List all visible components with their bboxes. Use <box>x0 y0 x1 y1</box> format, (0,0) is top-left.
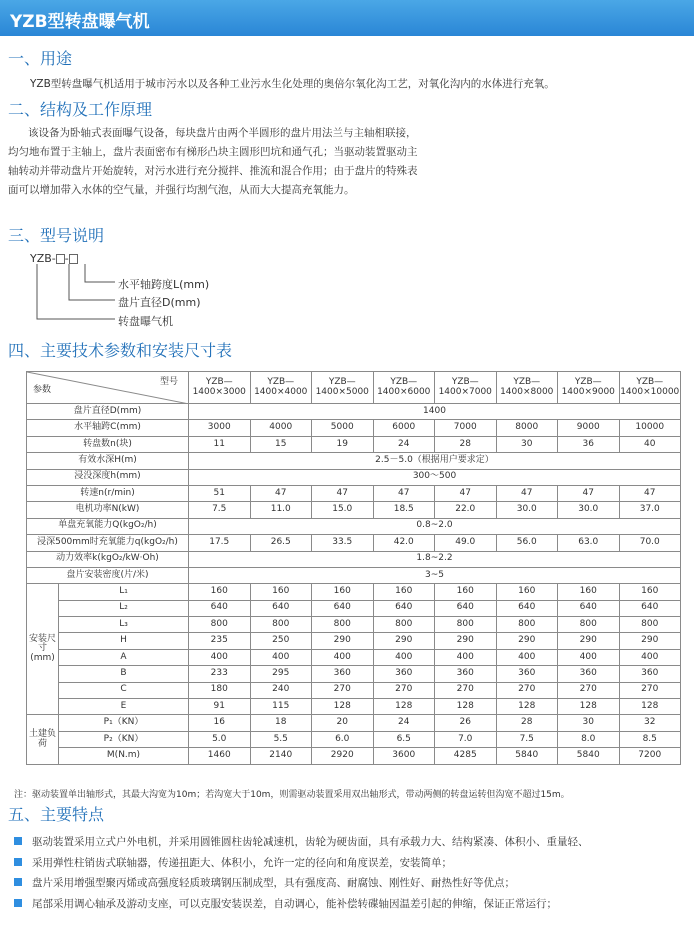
value-cell: 49.0 <box>435 535 497 551</box>
value-cell: 3000 <box>189 420 251 436</box>
value-cell: 47 <box>373 485 435 501</box>
value-cell: 400 <box>435 649 497 665</box>
table-row <box>27 518 681 534</box>
table-note: 注：驱动装置单出轴形式，其最大沟宽为10m；若沟宽大于10m，则需驱动装置采用双出轴形式，带动两侧的转盘运转但沟宽不超过15m。 <box>14 790 570 800</box>
table-row <box>27 567 681 583</box>
sub-param-label-cell: L₁ <box>59 584 189 600</box>
usage-text: YZB型转盘曝气机适用于城市污水以及各种工业污水生化处理的奥倍尔氧化沟工艺，对氧化沟内的水体进行充氧。 <box>30 78 555 90</box>
value-cell: 30 <box>558 715 620 731</box>
merged-value-cell: 3~5 <box>189 567 681 583</box>
param-label-cell: 有效水深H(m) <box>27 453 189 469</box>
table-row <box>27 699 681 715</box>
section-heading-model: 三、型号说明 <box>8 226 105 245</box>
model-prefix: YZB— <box>636 376 664 387</box>
value-cell: 800 <box>189 617 251 633</box>
model-code-dash: - <box>64 252 69 265</box>
param-label-cell: 动力效率k(kgO₂/kW·Oh) <box>27 551 189 567</box>
value-cell: 10000 <box>619 420 681 436</box>
value-cell: 37.0 <box>619 502 681 518</box>
value-cell: 22.0 <box>435 502 497 518</box>
value-cell: 270 <box>619 682 681 698</box>
table-row <box>27 731 681 747</box>
feature-text: 尾部采用调心轴承及游动支座，可以克服安装误差，自动调心，能补偿转碟轴因温差引起的伸缩，保证正常运行； <box>32 897 557 910</box>
value-cell: 19 <box>312 436 374 452</box>
value-cell: 5.0 <box>189 731 251 747</box>
value-cell: 360 <box>619 666 681 682</box>
value-cell: 128 <box>558 699 620 715</box>
value-cell: 6000 <box>373 420 435 436</box>
merged-value-cell: 0.8~2.0 <box>189 518 681 534</box>
value-cell: 128 <box>435 699 497 715</box>
value-cell: 47 <box>250 485 312 501</box>
value-cell: 18.5 <box>373 502 435 518</box>
value-cell: 640 <box>435 600 497 616</box>
feature-text: 采用弹性柱销齿式联轴器，传递扭距大、体积小，允许一定的径向和角度误差，安装简单； <box>32 856 452 869</box>
param-label-cell: 单盘充氧能力Q(kgO₂/h) <box>27 518 189 534</box>
value-cell: 28 <box>496 715 558 731</box>
section-heading-principle: 二、结构及工作原理 <box>8 100 153 119</box>
value-cell: 800 <box>250 617 312 633</box>
merged-value-cell: 2.5－5.0（根据用户要求定） <box>189 453 681 469</box>
value-cell: 91 <box>189 699 251 715</box>
principle-text: 该设备为卧轴式表面曝气设备，每块盘片由两个半圆形的盘片用法兰与主轴相联接，均匀地布置于主轴上，盘片表面密布有梯形凸块主圆形凹坑和通气孔；当驱动装置驱动主轴转动并带动盘片开始旋转，对污水进行充分搅拌、推流和混合作用；由于盘片的特殊表面可以增加带入水体的空气量，并强行均割气泡，从而大大提高充氧能力。 <box>8 127 418 196</box>
table-row <box>27 551 681 567</box>
value-cell: 47 <box>558 485 620 501</box>
table-row <box>27 436 681 452</box>
install-dimensions-group-label: 安装尺寸(mm) <box>27 584 59 715</box>
list-item <box>14 896 684 917</box>
value-cell: 270 <box>558 682 620 698</box>
value-cell: 4285 <box>435 748 497 764</box>
value-cell: 17.5 <box>189 535 251 551</box>
value-cell: 160 <box>619 584 681 600</box>
model-prefix: YZB— <box>205 376 233 387</box>
list-item <box>14 855 684 876</box>
value-cell: 270 <box>312 682 374 698</box>
list-item <box>14 834 684 855</box>
value-cell: 8.0 <box>558 731 620 747</box>
table-row <box>27 600 681 616</box>
value-cell: 290 <box>619 633 681 649</box>
value-cell: 128 <box>496 699 558 715</box>
model-header-cell <box>558 372 620 404</box>
table-row <box>27 420 681 436</box>
value-cell: 7.5 <box>496 731 558 747</box>
value-cell: 640 <box>496 600 558 616</box>
value-cell: 2140 <box>250 748 312 764</box>
model-label-span: 水平轴跨度L(mm) <box>118 278 210 291</box>
value-cell: 400 <box>312 649 374 665</box>
value-cell: 28 <box>435 436 497 452</box>
value-cell: 160 <box>312 584 374 600</box>
value-cell: 33.5 <box>312 535 374 551</box>
table-row <box>27 404 681 420</box>
value-cell: 128 <box>312 699 374 715</box>
model-prefix: YZB— <box>328 376 356 387</box>
value-cell: 24 <box>373 436 435 452</box>
page-title: YZB型转盘曝气机 <box>10 12 150 32</box>
value-cell: 5000 <box>312 420 374 436</box>
table-row <box>27 469 681 485</box>
value-cell: 9000 <box>558 420 620 436</box>
value-cell: 26 <box>435 715 497 731</box>
param-label-cell: 转速n(r/min) <box>27 485 189 501</box>
table-row <box>27 453 681 469</box>
value-cell: 6.5 <box>373 731 435 747</box>
value-cell: 160 <box>496 584 558 600</box>
value-cell: 24 <box>373 715 435 731</box>
value-cell: 11.0 <box>250 502 312 518</box>
value-cell: 15.0 <box>312 502 374 518</box>
value-cell: 7.0 <box>435 731 497 747</box>
table-row <box>27 485 681 501</box>
value-cell: 128 <box>619 699 681 715</box>
value-cell: 160 <box>250 584 312 600</box>
section-heading-usage: 一、用途 <box>8 49 73 68</box>
value-cell: 240 <box>250 682 312 698</box>
sub-param-label-cell: L₃ <box>59 617 189 633</box>
spec-table <box>26 371 681 765</box>
square-bullet-icon <box>14 899 22 907</box>
value-cell: 360 <box>435 666 497 682</box>
table-row <box>27 617 681 633</box>
value-cell: 290 <box>496 633 558 649</box>
model-size: 1400×5000 <box>315 386 369 397</box>
table-row <box>27 584 681 600</box>
value-cell: 250 <box>250 633 312 649</box>
value-cell: 800 <box>496 617 558 633</box>
value-cell: 30.0 <box>496 502 558 518</box>
param-label-cell: 盘片直径D(mm) <box>27 404 189 420</box>
value-cell: 7.5 <box>189 502 251 518</box>
param-label-cell: 浸深500mm时充氧能力q(kgO₂/h) <box>27 535 189 551</box>
title-bar <box>0 0 694 36</box>
sub-param-label-cell: C <box>59 682 189 698</box>
value-cell: 800 <box>435 617 497 633</box>
value-cell: 180 <box>189 682 251 698</box>
value-cell: 8.5 <box>619 731 681 747</box>
model-header-cell <box>435 372 497 404</box>
model-prefix: YZB— <box>574 376 602 387</box>
model-prefix: YZB— <box>267 376 295 387</box>
value-cell: 51 <box>189 485 251 501</box>
value-cell: 18 <box>250 715 312 731</box>
model-code-box-span <box>69 254 78 264</box>
model-code-diagram <box>30 252 330 332</box>
value-cell: 295 <box>250 666 312 682</box>
value-cell: 160 <box>558 584 620 600</box>
model-size: 1400×9000 <box>561 386 615 397</box>
value-cell: 640 <box>373 600 435 616</box>
table-row <box>27 535 681 551</box>
value-cell: 36 <box>558 436 620 452</box>
value-cell: 11 <box>189 436 251 452</box>
value-cell: 4000 <box>250 420 312 436</box>
value-cell: 6.0 <box>312 731 374 747</box>
value-cell: 47 <box>312 485 374 501</box>
value-cell: 56.0 <box>496 535 558 551</box>
value-cell: 7200 <box>619 748 681 764</box>
model-code-prefix: YZB- <box>30 252 56 265</box>
value-cell: 3600 <box>373 748 435 764</box>
model-header-cell <box>619 372 681 404</box>
value-cell: 290 <box>312 633 374 649</box>
model-size: 1400×8000 <box>500 386 554 397</box>
value-cell: 5840 <box>558 748 620 764</box>
feature-text: 驱动装置采用立式户外电机，并采用圆锥圆柱齿轮减速机，齿轮为硬齿面，具有承载力大、结构紧凑、体积小、重量轻、 <box>32 836 589 848</box>
value-cell: 640 <box>189 600 251 616</box>
value-cell: 640 <box>558 600 620 616</box>
model-size: 1400×3000 <box>192 386 246 397</box>
table-header-row <box>27 372 681 404</box>
value-cell: 15 <box>250 436 312 452</box>
model-size: 1400×4000 <box>254 386 308 397</box>
value-cell: 400 <box>250 649 312 665</box>
value-cell: 290 <box>373 633 435 649</box>
model-header-cell <box>189 372 251 404</box>
square-bullet-icon <box>14 878 22 886</box>
value-cell: 7000 <box>435 420 497 436</box>
value-cell: 1460 <box>189 748 251 764</box>
corner-label-param: 参数 <box>33 385 52 396</box>
sub-param-label-cell: A <box>59 649 189 665</box>
model-header-cell <box>312 372 374 404</box>
civil-load-group-label: 土建负荷 <box>27 715 59 764</box>
feature-text: 盘片采用增强型聚丙烯或高强度轻质玻璃钢压制成型，具有强度高、耐腐蚀、刚性好、耐热性好等优点； <box>32 877 515 889</box>
square-bullet-icon <box>14 837 22 845</box>
value-cell: 128 <box>373 699 435 715</box>
value-cell: 235 <box>189 633 251 649</box>
sub-param-label-cell: P₂（KN） <box>59 731 189 747</box>
sub-param-label-cell: L₂ <box>59 600 189 616</box>
value-cell: 233 <box>189 666 251 682</box>
merged-value-cell: 1.8~2.2 <box>189 551 681 567</box>
model-prefix: YZB— <box>451 376 479 387</box>
table-row <box>27 682 681 698</box>
value-cell: 800 <box>373 617 435 633</box>
feature-list <box>14 834 684 916</box>
value-cell: 70.0 <box>619 535 681 551</box>
param-label-cell: 浸没深度h(mm) <box>27 469 189 485</box>
sub-param-label-cell: E <box>59 699 189 715</box>
sub-param-label-cell: M(N.m) <box>59 748 189 764</box>
value-cell: 16 <box>189 715 251 731</box>
model-size: 1400×7000 <box>438 386 492 397</box>
value-cell: 640 <box>312 600 374 616</box>
value-cell: 400 <box>496 649 558 665</box>
value-cell: 47 <box>496 485 558 501</box>
value-cell: 400 <box>373 649 435 665</box>
param-label-cell: 水平轴跨C(mm) <box>27 420 189 436</box>
section-heading-features: 五、主要特点 <box>8 805 105 824</box>
table-row <box>27 666 681 682</box>
param-label-cell: 电机功率N(kW) <box>27 502 189 518</box>
value-cell: 160 <box>189 584 251 600</box>
sub-param-label-cell: P₁（KN） <box>59 715 189 731</box>
value-cell: 5.5 <box>250 731 312 747</box>
param-label-cell: 转盘数n(块) <box>27 436 189 452</box>
value-cell: 290 <box>435 633 497 649</box>
model-label-diameter: 盘片直径D(mm) <box>118 296 201 309</box>
value-cell: 5840 <box>496 748 558 764</box>
value-cell: 290 <box>558 633 620 649</box>
value-cell: 8000 <box>496 420 558 436</box>
value-cell: 32 <box>619 715 681 731</box>
value-cell: 47 <box>619 485 681 501</box>
table-row <box>27 649 681 665</box>
value-cell: 400 <box>558 649 620 665</box>
value-cell: 640 <box>250 600 312 616</box>
value-cell: 270 <box>496 682 558 698</box>
value-cell: 160 <box>373 584 435 600</box>
square-bullet-icon <box>14 858 22 866</box>
value-cell: 360 <box>373 666 435 682</box>
value-cell: 800 <box>619 617 681 633</box>
model-size: 1400×6000 <box>377 386 431 397</box>
value-cell: 800 <box>558 617 620 633</box>
value-cell: 400 <box>189 649 251 665</box>
model-code-box-diameter <box>56 254 65 264</box>
section-heading-specs: 四、主要技术参数和安装尺寸表 <box>8 341 233 360</box>
value-cell: 63.0 <box>558 535 620 551</box>
value-cell: 800 <box>312 617 374 633</box>
value-cell: 47 <box>435 485 497 501</box>
value-cell: 30 <box>496 436 558 452</box>
value-cell: 640 <box>619 600 681 616</box>
model-header-cell <box>250 372 312 404</box>
value-cell: 20 <box>312 715 374 731</box>
value-cell: 42.0 <box>373 535 435 551</box>
value-cell: 360 <box>312 666 374 682</box>
model-label-machine: 转盘曝气机 <box>118 315 173 328</box>
merged-value-cell: 300～500 <box>189 469 681 485</box>
value-cell: 270 <box>373 682 435 698</box>
model-header-cell <box>373 372 435 404</box>
table-row <box>27 633 681 649</box>
value-cell: 360 <box>496 666 558 682</box>
sub-param-label-cell: B <box>59 666 189 682</box>
value-cell: 26.5 <box>250 535 312 551</box>
value-cell: 115 <box>250 699 312 715</box>
model-size: 1400×10000 <box>620 386 680 397</box>
value-cell: 270 <box>435 682 497 698</box>
value-cell: 40 <box>619 436 681 452</box>
model-header-cell <box>496 372 558 404</box>
model-prefix: YZB— <box>390 376 418 387</box>
table-corner-cell <box>27 372 189 404</box>
table-row <box>27 502 681 518</box>
list-item <box>14 875 684 896</box>
value-cell: 30.0 <box>558 502 620 518</box>
sub-param-label-cell: H <box>59 633 189 649</box>
corner-label-model: 型号 <box>159 377 178 387</box>
value-cell: 160 <box>435 584 497 600</box>
model-prefix: YZB— <box>513 376 541 387</box>
param-label-cell: 盘片安装密度(片/米) <box>27 567 189 583</box>
table-row <box>27 748 681 764</box>
model-code <box>30 252 78 265</box>
merged-value-cell: 1400 <box>189 404 681 420</box>
value-cell: 360 <box>558 666 620 682</box>
value-cell: 400 <box>619 649 681 665</box>
value-cell: 2920 <box>312 748 374 764</box>
table-row <box>27 715 681 731</box>
